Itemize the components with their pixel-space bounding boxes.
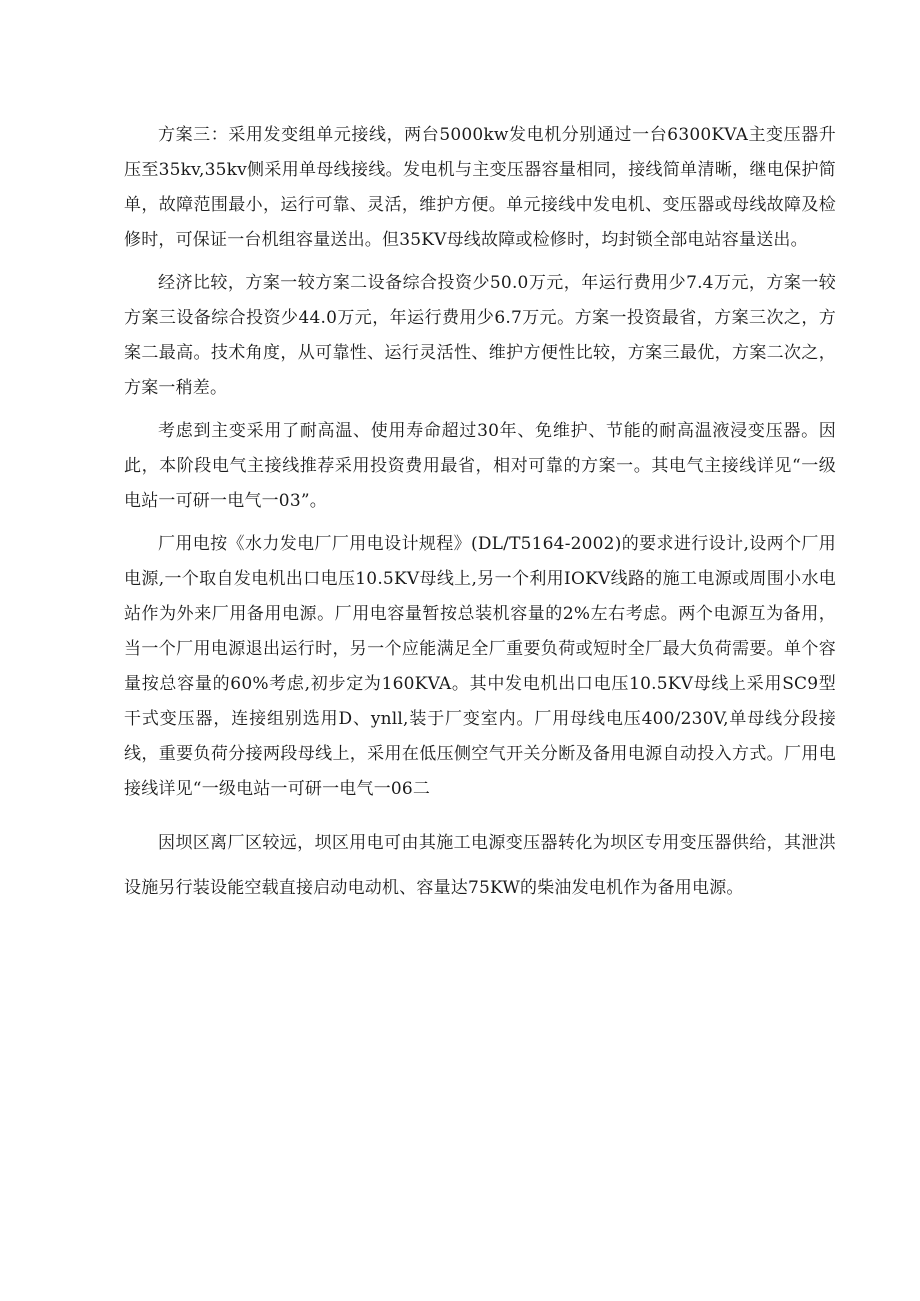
paragraph-scheme-three: 方案三：采用发变组单元接线，两台5000kw发电机分别通过一台6300KVA主变压器升压至35kv,35kv侧采用单母线接线。发电机与主变压器容量相同，接线简单清晰，继电保护简单，故障范围最小，运行可靠、灵活，维护方便。单元接线中发电机、变压器或母线故障及检修时，可保证一台机组容量送出。但35KV母线故障或检修时，均封锁全部电站容量送出。 — [124, 125, 836, 250]
paragraph-dam-area-power: 因坝区离厂区较远，坝区用电可由其施工电源变压器转化为坝区专用变压器供给，其泄洪设施另行装设能空载直接启动电动机、容量达75KW的柴油发电机作为备用电源。 — [124, 833, 836, 898]
paragraph-station-service-power: 厂用电按《水力发电厂厂用电设计规程》(DL/T5164-2002)的要求进行设计,设两个厂用电源,一个取自发电机出口电压10.5KV母线上,另一个利用IOKV线路的施工电源或周围小水电站作为外来厂用备用电源。厂用电容量暂按总装机容量的2%左右考虑。两个电源互为备用，当一个厂用电源退出运行时，另一个应能满足全厂重要负荷或短时全厂最大负荷需要。单个容量按总容量的60%考虑,初步定为160KVA。其中发电机出口电压10.5KV母线上采用SC9型干式变压器，连接组别选用D、ynll,装于厂变室内。厂用母线电压400/230V,单母线分段接线，重要负荷分接两段母线上，采用在低压侧空气开关分断及备用电源自动投入方式。厂用电接线详见“一级电站一可研一电气一06二 — [124, 534, 836, 799]
paragraph-economic-comparison: 经济比较，方案一较方案二设备综合投资少50.0万元，年运行费用少7.4万元，方案一较方案三设备综合投资少44.0万元，年运行费用少6.7万元。方案一投资最省，方案三次之，方案二最高。技术角度，从可靠性、运行灵活性、维护方便性比较，方案三最优，方案二次之，方案一稍差。 — [124, 273, 836, 398]
paragraph-recommendation: 考虑到主变采用了耐高温、使用寿命超过30年、免维护、节能的耐高温液浸变压器。因此，本阶段电气主接线推荐采用投资费用最省，相对可靠的方案一。其电气主接线详见“一级电站一可研一电气一03”。 — [124, 421, 836, 511]
document-body — [124, 118, 836, 911]
